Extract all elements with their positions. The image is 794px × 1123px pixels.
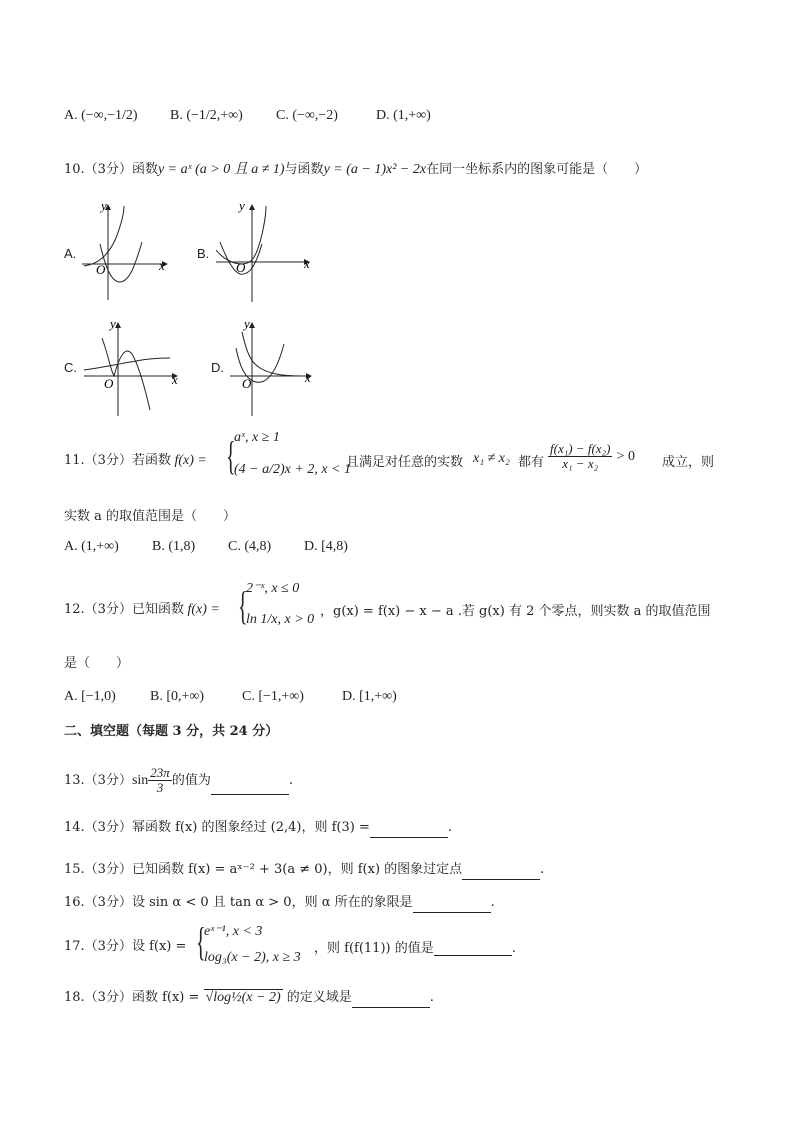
q11-option-c: C. (4,8)	[228, 539, 272, 554]
svg-text:O: O	[104, 376, 114, 391]
svg-text:x: x	[304, 256, 310, 271]
q11-ineq-rhs: > 0	[616, 449, 635, 464]
graph-b	[212, 200, 316, 304]
question-number: 15.（3分）	[64, 862, 132, 877]
graph-label-c: C.	[64, 360, 77, 375]
svg-text:O: O	[96, 262, 106, 277]
q14-end: .	[447, 820, 452, 835]
q11-piece1: aˣ, x ≥ 1	[234, 430, 280, 445]
answer-blank[interactable]	[370, 823, 448, 838]
answer-blank[interactable]	[352, 993, 430, 1008]
q18-radicand-text: log½(x − 2)	[213, 990, 281, 1005]
svg-text:y: y	[244, 316, 250, 331]
answer-blank[interactable]	[413, 898, 491, 913]
q17-post: ，则 f(f(11)) 的值是	[314, 941, 434, 956]
q12-option-d: D. [1,+∞)	[342, 689, 397, 704]
question-number: 10.（3分）	[64, 162, 132, 177]
q11-brace: {	[226, 433, 236, 478]
q14-text: 幂函数 f(x) 的图象经过 (2,4)，则 f(3) =	[131, 820, 370, 835]
question-number: 11.（3分）	[64, 453, 132, 468]
q15-end: .	[540, 862, 545, 877]
q16-end: .	[490, 895, 495, 910]
question-15	[64, 860, 544, 880]
q10-expr2: y = (a − 1)x² − 2x	[323, 162, 427, 177]
q13-num: 23π	[150, 765, 170, 780]
question-number: 16.（3分）	[64, 895, 132, 910]
q11-text-d: 成立，则	[662, 455, 715, 470]
answer-blank[interactable]	[211, 780, 289, 795]
q11-ineq-den: x₁ − x₂	[562, 456, 599, 471]
q17-piece1: eˣ⁻¹, x < 3	[204, 924, 263, 939]
q11-text-b: 且满足对任意的实数	[346, 455, 464, 470]
q10-text-a: 函数	[131, 162, 158, 177]
question-number: 14.（3分）	[64, 820, 132, 835]
q11-option-d: D. [4,8)	[304, 539, 348, 554]
q15-text: 已知函数 f(x) = aˣ⁻² + 3(a ≠ 0)，则 f(x) 的图象过定点	[131, 862, 463, 877]
q11-text-c: 都有	[518, 455, 545, 470]
svg-text:y: y	[239, 200, 245, 213]
q11-text-a: 若函数	[131, 453, 171, 468]
q13-end: .	[288, 773, 293, 788]
q12-option-b: B. [0,+∞)	[150, 689, 205, 704]
graph-label-b: B.	[197, 246, 210, 261]
q11-ineq-num: f(x₁) − f(x₂)	[550, 441, 611, 456]
q11-option-a: A. (1,+∞)	[64, 539, 119, 554]
graph-label-d: D.	[211, 360, 224, 375]
question-13	[64, 766, 293, 795]
q12-brace: {	[238, 583, 248, 628]
q12-text-a: 已知函数	[131, 602, 184, 617]
q13-den: 3	[156, 780, 164, 795]
q9-option-a: A. (−∞,−1/2)	[64, 108, 138, 123]
question-10	[64, 160, 647, 180]
q18-radicand: √log½(x − 2)	[205, 990, 281, 1005]
q12-piece1: 2⁻ˣ, x ≤ 0	[246, 581, 300, 596]
q12-lead: 12.（3分）已知函数 f(x) =	[64, 602, 220, 617]
q9-option-b: B. (−1/2,+∞)	[170, 108, 243, 123]
q18-end: .	[429, 990, 434, 1005]
q17-end: .	[511, 941, 516, 956]
q16-text: 设 sin α < 0 且 tan α > 0，则 α 所在的象限是	[131, 895, 413, 910]
q12-option-c: C. [−1,+∞)	[242, 689, 304, 704]
answer-blank[interactable]	[462, 865, 540, 880]
q11-option-b: B. (1,8)	[152, 539, 196, 554]
question-number: 13.（3分）	[64, 773, 132, 788]
q17-pre: 设 f(x) =	[131, 939, 187, 954]
question-18	[64, 988, 434, 1008]
graph-d	[226, 314, 320, 418]
q17-lead	[64, 937, 186, 957]
q13-sin: sin	[131, 773, 149, 788]
question-number: 17.（3分）	[64, 939, 132, 954]
q12-text-b: ，g(x) = f(x) − x − a .若 g(x) 有 2 个零点，则实数 a 的取值范围	[320, 604, 711, 619]
q12-line2: 是（ ）	[64, 656, 130, 671]
answer-blank[interactable]	[434, 941, 512, 956]
q18-post: 的定义域是	[286, 990, 352, 1005]
svg-text:y: y	[101, 200, 107, 213]
q17-piece2: log₃(x − 2), x ≥ 3	[204, 950, 301, 965]
q10-expr1: y = aˣ (a > 0 且 a ≠ 1)	[157, 162, 285, 177]
q9-option-d: D. (1,+∞)	[376, 108, 431, 123]
graph-label-a: A.	[64, 246, 77, 261]
q12-piece2: ln 1/x, x > 0	[246, 612, 315, 627]
q17-brace: {	[196, 919, 206, 964]
question-16	[64, 893, 495, 913]
q17-post-line	[314, 937, 516, 956]
q10-text-c: 在同一坐标系内的图象可能是（ ）	[426, 162, 648, 177]
q11-inequality	[548, 442, 635, 471]
q12-option-a: A. [−1,0)	[64, 689, 116, 704]
svg-text:O: O	[236, 260, 246, 275]
q11-cond: x₁ ≠ x₂	[473, 451, 510, 466]
question-14	[64, 818, 452, 838]
q13-post: 的值为	[171, 773, 211, 788]
svg-text:O: O	[242, 376, 252, 391]
graph-c	[80, 314, 184, 418]
section-2-heading: 二、填空题（每题 3 分，共 24 分）	[64, 724, 279, 739]
svg-text:y: y	[110, 316, 116, 331]
graph-a	[78, 200, 170, 304]
q9-option-c: C. (−∞,−2)	[276, 108, 338, 123]
svg-text:x: x	[172, 372, 178, 387]
question-number: 12.（3分）	[64, 602, 132, 617]
q11-piece2: (4 − a/2)x + 2, x < 1	[234, 462, 351, 477]
q10-text-b: 与函数	[284, 162, 324, 177]
question-number: 18.（3分）	[64, 990, 132, 1005]
svg-text:x: x	[305, 370, 311, 385]
q11-line2: 实数 a 的取值范围是（ ）	[64, 509, 237, 524]
svg-text:x: x	[159, 258, 165, 273]
q11-lead: 11.（3分）若函数 f(x) =	[64, 453, 207, 468]
q18-pre: 函数 f(x) =	[131, 990, 200, 1005]
